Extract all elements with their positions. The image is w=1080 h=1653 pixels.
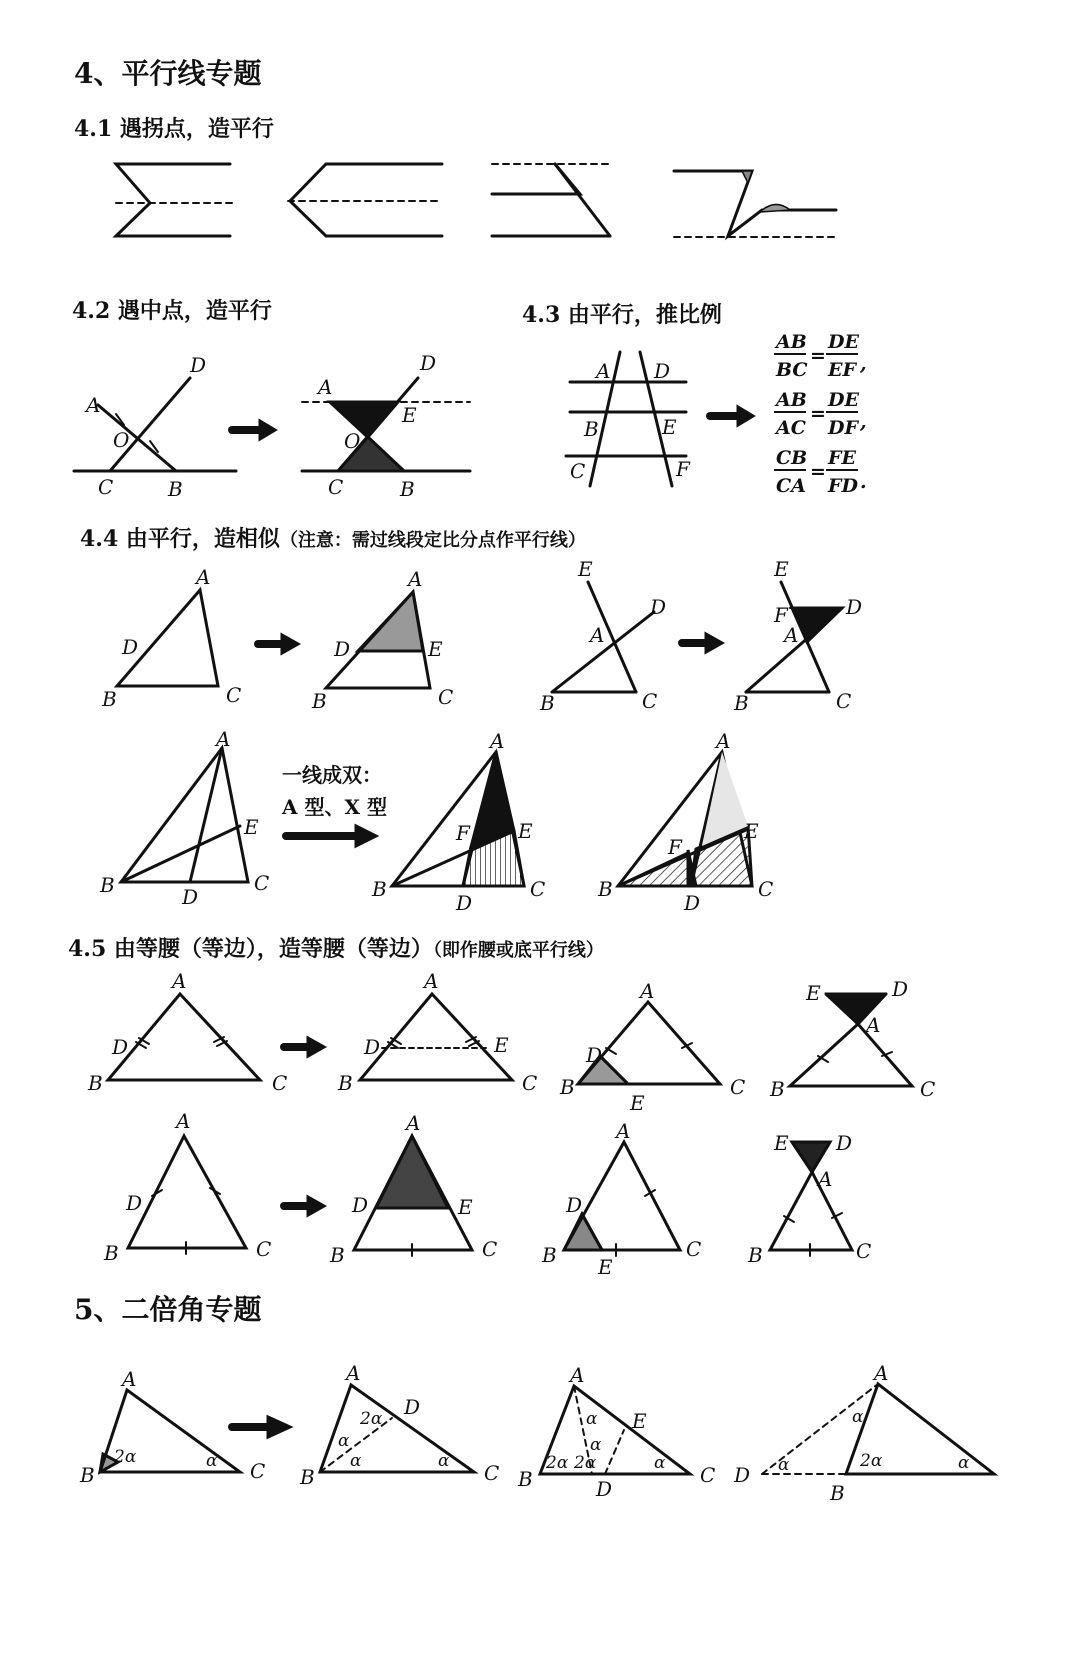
ratio-3-d1: CA	[776, 475, 806, 497]
arrow-4-5-b	[284, 1197, 324, 1215]
arrow-4-3	[710, 407, 753, 425]
label-4-4b-B: B	[312, 689, 327, 713]
label-4-5f-B: B	[330, 1243, 345, 1267]
label-5c-E: E	[632, 1409, 647, 1433]
arrow-4-2	[232, 421, 275, 439]
label-5b-B: B	[300, 1465, 315, 1489]
label-5d-D: D	[734, 1463, 751, 1487]
label-4-4b-D: D	[334, 637, 351, 661]
label-4-4b-C: C	[438, 685, 454, 709]
ratio-1-end: ,	[860, 353, 867, 375]
label-4-2r-E: E	[402, 403, 417, 427]
label-4-4c-E: E	[578, 557, 593, 581]
ratio-row-2	[774, 389, 867, 439]
section-4-3-title: 4.3 由平行，推比例	[522, 302, 722, 328]
label-4-5h-B: B	[748, 1243, 763, 1267]
label-4-4d-D: D	[846, 595, 863, 619]
label-4-2r-A: A	[318, 375, 333, 399]
label-5b-alpha-3: α	[438, 1451, 450, 1471]
label-5d-alpha-2: α	[778, 1455, 790, 1475]
label-4-5b-A: A	[424, 969, 439, 993]
label-5a-A: A	[122, 1367, 137, 1391]
label-4-5d-E: E	[806, 981, 821, 1005]
fig-4-5-a	[108, 994, 260, 1080]
label-4-5d-D: D	[892, 977, 909, 1001]
fig-4-1-b	[288, 164, 442, 236]
ratio-2-n2: DE	[828, 389, 859, 411]
label-4-5c-A: A	[640, 979, 655, 1003]
label-4-4a-B: B	[102, 687, 117, 711]
label-4-3-E: E	[662, 415, 677, 439]
label-5b-2alpha: 2α	[360, 1409, 383, 1429]
fig-4-5-f	[354, 1136, 472, 1256]
ratio-2-d1: AC	[776, 417, 806, 439]
label-4-2r-D: D	[420, 351, 437, 375]
fig-4-5-b	[360, 994, 512, 1080]
label-4-2r-O: O	[344, 429, 361, 453]
label-4-5e-D: D	[126, 1191, 143, 1215]
label-4-5c-B: B	[560, 1075, 575, 1099]
arrow-4-4-a	[258, 635, 298, 653]
label-5a-alpha: α	[206, 1451, 218, 1471]
label-4-4c-D: D	[650, 595, 667, 619]
label-4-5c-C: C	[730, 1075, 746, 1099]
label-4-5b-E: E	[494, 1033, 509, 1057]
label-4-4f-B: B	[372, 877, 387, 901]
label-4-5h-A: A	[818, 1167, 833, 1191]
label-4-3-A: A	[596, 359, 611, 383]
label-4-5h-E: E	[774, 1131, 789, 1155]
label-4-4a-A: A	[196, 565, 211, 589]
label-4-4e-D: D	[182, 885, 199, 909]
label-4-5e-B: B	[104, 1241, 119, 1265]
label-4-5b-B: B	[338, 1071, 353, 1095]
label-5c-2alpha-1: 2α	[546, 1453, 569, 1473]
ratio-3-end: .	[860, 471, 867, 493]
label-4-5g-D: D	[566, 1193, 583, 1217]
label-5c-alpha-3: α	[654, 1453, 666, 1473]
label-4-4d-F: F	[774, 603, 788, 627]
label-4-5a-B: B	[88, 1071, 103, 1095]
label-4-5g-A: A	[616, 1119, 631, 1143]
label-4-5d-C: C	[920, 1077, 936, 1101]
fig-5-b	[320, 1385, 474, 1472]
label-4-3-B: B	[584, 417, 599, 441]
label-5c-alpha-2: α	[590, 1435, 602, 1455]
ratio-1-d1: BC	[776, 359, 808, 381]
ratio-3-d2: FD	[828, 475, 858, 497]
label-4-4g-C: C	[758, 877, 774, 901]
section-4-4-note: （注意：需过线段定比分点作平行线）	[279, 530, 586, 551]
label-4-5c-D: D	[586, 1043, 603, 1067]
label-4-4d-C: C	[836, 689, 852, 713]
label-4-4g-F: F	[668, 835, 682, 859]
ratio-3-n2: FE	[828, 447, 856, 469]
label-4-4a-D: D	[122, 635, 139, 659]
label-5c-C: C	[700, 1463, 716, 1487]
label-4-4e-C: C	[254, 871, 270, 895]
section-4-2-title: 4.2 遇中点，造平行	[72, 298, 272, 324]
section-4-title: 4、平行线专题	[74, 57, 262, 90]
ratio-2-n1: AB	[776, 389, 807, 411]
label-4-4b-E: E	[428, 637, 443, 661]
label-5c-A: A	[570, 1363, 585, 1387]
label-4-4f-D: D	[456, 891, 473, 915]
label-4-4b-A: A	[408, 567, 423, 591]
label-4-4e-B: B	[100, 873, 115, 897]
label-5a-2alpha: 2α	[114, 1447, 137, 1467]
arrow-5	[232, 1417, 290, 1437]
label-4-5a-D: D	[112, 1035, 129, 1059]
label-4-4f-F: F	[456, 821, 470, 845]
label-4-5f-C: C	[482, 1237, 498, 1261]
arrow-4-4-c	[286, 826, 376, 846]
label-4-2r-B: B	[400, 477, 415, 501]
label-4-4f-E: E	[518, 819, 533, 843]
label-5d-alpha-3: α	[958, 1453, 970, 1473]
fig-4-4-f	[392, 752, 524, 886]
label-4-5h-C: C	[856, 1239, 872, 1263]
label-4-5g-B: B	[542, 1243, 557, 1267]
label-5b-C: C	[484, 1461, 500, 1485]
label-4-4e-E: E	[244, 815, 259, 839]
label-5b-D: D	[404, 1395, 421, 1419]
section-4-1-title: 4.1 遇拐点，造平行	[74, 116, 274, 142]
section-5-title: 5、二倍角专题	[74, 1293, 262, 1326]
label-4-5a-C: C	[272, 1071, 288, 1095]
label-4-2-D: D	[190, 353, 207, 377]
label-5d-2alpha: 2α	[860, 1451, 883, 1471]
label-4-4e-A: A	[216, 727, 231, 751]
label-4-4g-D: D	[684, 891, 701, 915]
arrow-4-5-a	[284, 1038, 324, 1056]
ratio-row-1	[774, 331, 867, 381]
label-4-5f-A: A	[406, 1111, 421, 1135]
label-4-2r-C: C	[328, 475, 344, 499]
annotation-one-line-two: 一线成双：	[282, 763, 382, 787]
label-4-4g-A: A	[716, 729, 731, 753]
section-4-5-label: 4.5 由等腰（等边），造等腰（等边）	[68, 936, 433, 962]
fig-4-4-e	[121, 748, 248, 882]
label-4-4f-C: C	[530, 877, 546, 901]
arrow-4-4-b	[682, 634, 722, 652]
label-4-4d-E: E	[774, 557, 789, 581]
ratio-2-d2: DF	[828, 417, 858, 439]
ratio-1-n1: AB	[776, 331, 807, 353]
label-4-5c-E: E	[630, 1091, 645, 1115]
label-4-2-A: A	[86, 393, 101, 417]
label-4-5g-C: C	[686, 1237, 702, 1261]
label-5c-D: D	[596, 1477, 613, 1501]
label-5d-A: A	[874, 1361, 889, 1385]
label-4-5f-D: D	[352, 1193, 369, 1217]
label-5a-C: C	[250, 1459, 266, 1483]
label-4-5b-D: D	[364, 1035, 381, 1059]
label-5b-A: A	[346, 1361, 361, 1385]
label-4-4c-C: C	[642, 689, 658, 713]
ratio-2-eq: =	[810, 403, 826, 425]
annotation-types: A 型、X 型	[282, 795, 387, 819]
label-4-4c-A: A	[590, 623, 605, 647]
fig-4-4-g	[618, 752, 752, 886]
label-4-4g-E: E	[744, 819, 759, 843]
fig-4-1-c	[492, 164, 610, 236]
label-4-3-D: D	[654, 359, 671, 383]
fig-4-1-a	[116, 164, 232, 236]
ratio-1-d2: EF	[828, 359, 856, 381]
section-4-5-note: （即作腰或底平行线）	[432, 940, 604, 961]
label-4-2-O: O	[113, 428, 130, 452]
ratio-3-n1: CB	[776, 447, 808, 469]
label-4-5f-E: E	[458, 1195, 473, 1219]
fig-4-2-left	[74, 378, 236, 471]
label-5d-alpha-1: α	[852, 1407, 864, 1427]
label-4-4g-B: B	[598, 877, 613, 901]
fig-4-5-e	[128, 1136, 246, 1254]
label-5c-2alpha-2: 2α	[574, 1453, 597, 1473]
fig-4-1-d	[674, 171, 836, 237]
label-4-3-C: C	[570, 459, 586, 483]
label-5a-B: B	[80, 1463, 95, 1487]
label-4-5d-A: A	[866, 1013, 881, 1037]
ratio-1-n2: DE	[828, 331, 859, 353]
ratio-row-3	[774, 447, 867, 497]
label-4-5h-D: D	[836, 1131, 853, 1155]
label-4-2-B: B	[168, 477, 183, 501]
section-4-4-label: 4.4 由平行，造相似	[80, 526, 280, 552]
label-4-3-F: F	[676, 457, 690, 481]
label-5c-alpha-1: α	[586, 1409, 598, 1429]
label-4-5e-A: A	[176, 1109, 191, 1133]
ratio-2-end: ,	[860, 411, 867, 433]
label-4-5e-C: C	[256, 1237, 272, 1261]
fig-4-5-h	[770, 1142, 852, 1256]
label-4-4d-B: B	[734, 691, 749, 715]
label-4-5d-B: B	[770, 1077, 785, 1101]
label-4-2-C: C	[98, 475, 114, 499]
label-4-4a-C: C	[226, 683, 242, 707]
fig-4-5-d	[790, 994, 912, 1086]
ratio-3-eq: =	[810, 461, 826, 483]
ratio-list	[774, 331, 867, 497]
label-4-4c-B: B	[540, 691, 555, 715]
label-5b-alpha-2: α	[350, 1451, 362, 1471]
label-4-4d-A: A	[784, 623, 799, 647]
ratio-1-eq: =	[810, 345, 826, 367]
label-5d-B: B	[830, 1481, 845, 1505]
label-4-5b-C: C	[522, 1071, 538, 1095]
label-4-5g-E: E	[598, 1255, 613, 1279]
label-4-5a-A: A	[172, 969, 187, 993]
label-5c-B: B	[518, 1467, 533, 1491]
label-5b-alpha-1: α	[338, 1431, 350, 1451]
label-4-4f-A: A	[490, 729, 505, 753]
